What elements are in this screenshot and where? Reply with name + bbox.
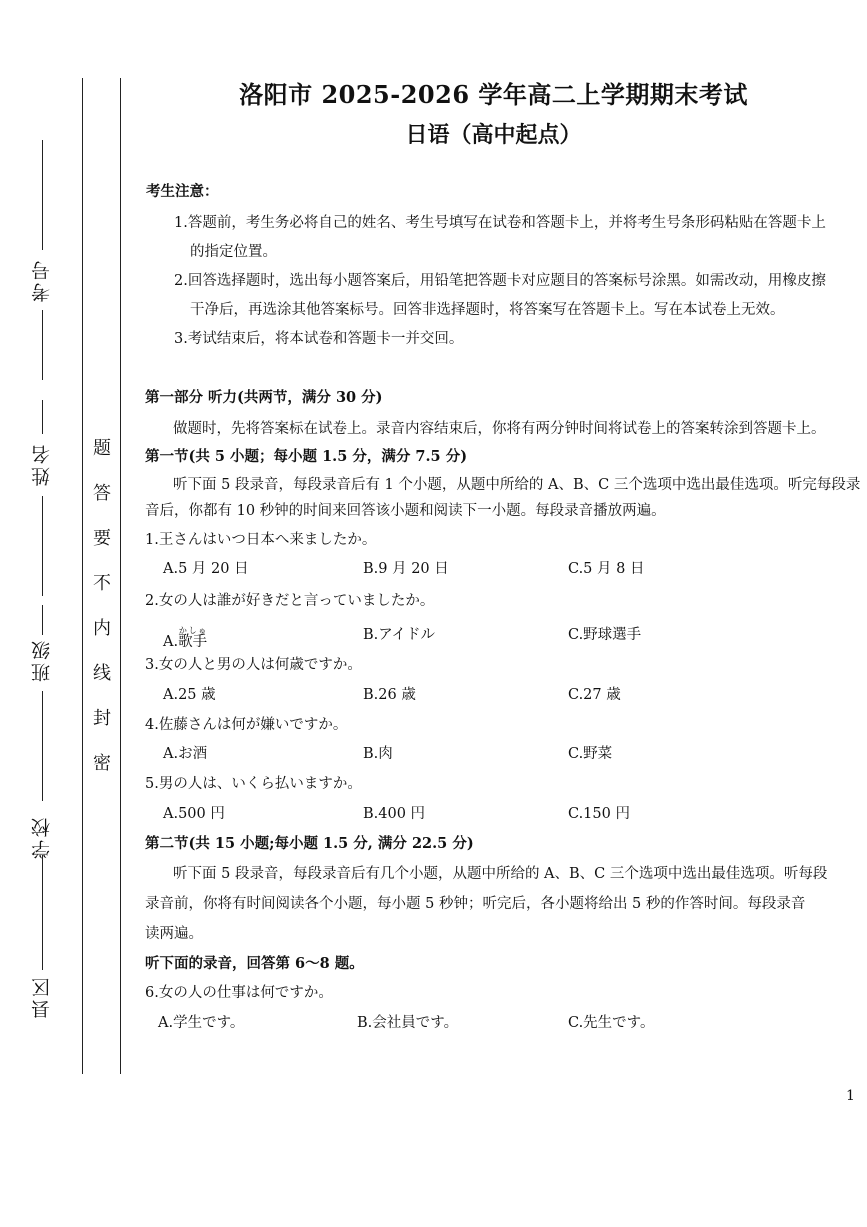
notice-item-2-cont: 干净后，再选涂其他答案标号。回答非选择题时，将答案写在答题卡上。写在本试卷上无效。: [190, 302, 785, 318]
field-class[interactable]: [14, 605, 64, 815]
option-a[interactable]: A.5 月 20 日: [163, 561, 249, 577]
field-label-exam-number: 考号: [31, 258, 53, 302]
option-b[interactable]: B.アイドル: [363, 627, 435, 643]
question-stem: 6.女の人の仕事は何ですか。: [145, 985, 333, 1001]
question-stem: 2.女の人は誰が好きだと言っていましたか。: [145, 593, 435, 609]
option-a-prefix: A.: [163, 634, 179, 650]
field-label-district: 县区: [31, 975, 53, 1019]
fill-line: [42, 310, 43, 380]
field-name[interactable]: [14, 400, 64, 600]
option-b[interactable]: B.肉: [363, 746, 393, 762]
fill-line: [42, 400, 43, 434]
question-stem: 4.佐藤さんは何が嫌いですか。: [145, 717, 348, 733]
notice-item-3: 3.考试结束后，将本试卷和答题卡一并交回。: [174, 331, 464, 347]
option-a[interactable]: [163, 626, 207, 651]
field-label-class: 班级: [31, 638, 53, 682]
option-a[interactable]: A.500 円: [163, 806, 225, 822]
field-district[interactable]: [14, 975, 64, 1045]
option-b[interactable]: B.9 月 20 日: [363, 561, 449, 577]
part1-instruction: 做题时，先将答案标在试卷上。录音内容结束后，你将有两分钟时间将试卷上的答案转涂到答题卡上。: [173, 421, 826, 437]
ruby-base: 歌手: [178, 634, 208, 650]
seal-char: 密: [93, 753, 111, 774]
section2-instruction-cont: 录音前，你将有时间阅读各个小题，每小题 5 秒钟；听完后，各小题将给出 5 秒的作答时间。每段录音: [145, 896, 806, 912]
notice-heading: 考生注意：: [146, 183, 219, 200]
option-c[interactable]: C.27 歳: [568, 687, 621, 703]
exam-subtitle: 日语（高中起点）: [405, 122, 582, 148]
fill-line: [42, 496, 43, 596]
seal-line-notice: [90, 440, 114, 800]
section2-instruction: 听下面 5 段录音，每段录音后有几个小题，从题中所给的 A、B、C 三个选项中选出最佳选项。听每段: [173, 866, 828, 882]
field-school[interactable]: [14, 815, 64, 975]
ruby-reading: かしゅ: [178, 626, 208, 635]
group-heading: 听下面的录音，回答第 6～8 题。: [145, 955, 364, 972]
page-number: 1: [846, 1088, 855, 1104]
option-a[interactable]: A.学生です。: [158, 1015, 245, 1031]
seal-char: 答: [93, 483, 111, 504]
notice-item-1-cont: 的指定位置。: [190, 244, 277, 260]
seal-char: 封: [93, 708, 111, 729]
option-b[interactable]: B.26 歳: [363, 687, 416, 703]
option-c[interactable]: C.先生です。: [568, 1015, 655, 1031]
binding-line-outer: [82, 78, 83, 1074]
ruby-word: [178, 626, 208, 650]
section2-instruction-cont-2: 读两遍。: [145, 926, 203, 942]
seal-char: 不: [93, 573, 111, 594]
option-c[interactable]: C.150 円: [568, 806, 630, 822]
question-stem: 3.女の人と男の人は何歳ですか。: [145, 657, 362, 673]
option-c[interactable]: C.野球選手: [568, 627, 642, 643]
seal-char: 题: [93, 438, 111, 459]
field-exam-number[interactable]: [14, 140, 64, 390]
section1-heading: 第一节(共 5 小题；每小题 1.5 分，满分 7.5 分): [145, 448, 468, 465]
fill-line: [42, 691, 43, 801]
seal-char: 线: [93, 663, 111, 684]
section1-instruction-cont: 音后，你都有 10 秒钟的时间来回答该小题和阅读下一小题。每段录音播放两遍。: [145, 503, 666, 519]
seal-char: 内: [93, 618, 111, 639]
option-a[interactable]: A.お酒: [163, 746, 208, 762]
fill-line: [42, 605, 43, 635]
notice-item-2: 2.回答选择题时，选出每小题答案后，用铅笔把答题卡对应题目的答案标号涂黑。如需改动，用橡皮擦: [174, 273, 826, 289]
binding-line-inner: [120, 78, 121, 1074]
question-stem: 5.男の人は、いくら払いますか。: [145, 776, 362, 792]
option-b[interactable]: B.400 円: [363, 806, 426, 822]
part1-heading: 第一部分 听力(共两节，满分 30 分): [145, 389, 383, 406]
notice-item-1: 1.答题前，考生务必将自己的姓名、考生号填写在试卷和答题卡上，并将考生号条形码粘贴在答题卡上: [174, 215, 826, 231]
option-a[interactable]: A.25 歳: [163, 687, 216, 703]
field-label-school: 学校: [31, 815, 53, 859]
field-label-name: 姓名: [31, 442, 53, 486]
fill-line: [42, 855, 43, 970]
option-c[interactable]: C.5 月 8 日: [568, 561, 645, 577]
fill-line: [42, 140, 43, 250]
exam-title: 洛阳市 2025-2026 学年高二上学期期末考试: [239, 80, 748, 109]
option-b[interactable]: B.会社員です。: [357, 1015, 459, 1031]
seal-char: 要: [93, 528, 111, 549]
option-c[interactable]: C.野菜: [568, 746, 613, 762]
question-stem: 1.王さんはいつ日本へ来ましたか。: [145, 532, 377, 548]
section1-instruction: 听下面 5 段录音，每段录音后有 1 个小题，从题中所给的 A、B、C 三个选项中选出最佳选项。听完每段录: [173, 477, 861, 493]
section2-heading: 第二节(共 15 小题;每小题 1.5 分, 满分 22.5 分): [145, 835, 474, 852]
